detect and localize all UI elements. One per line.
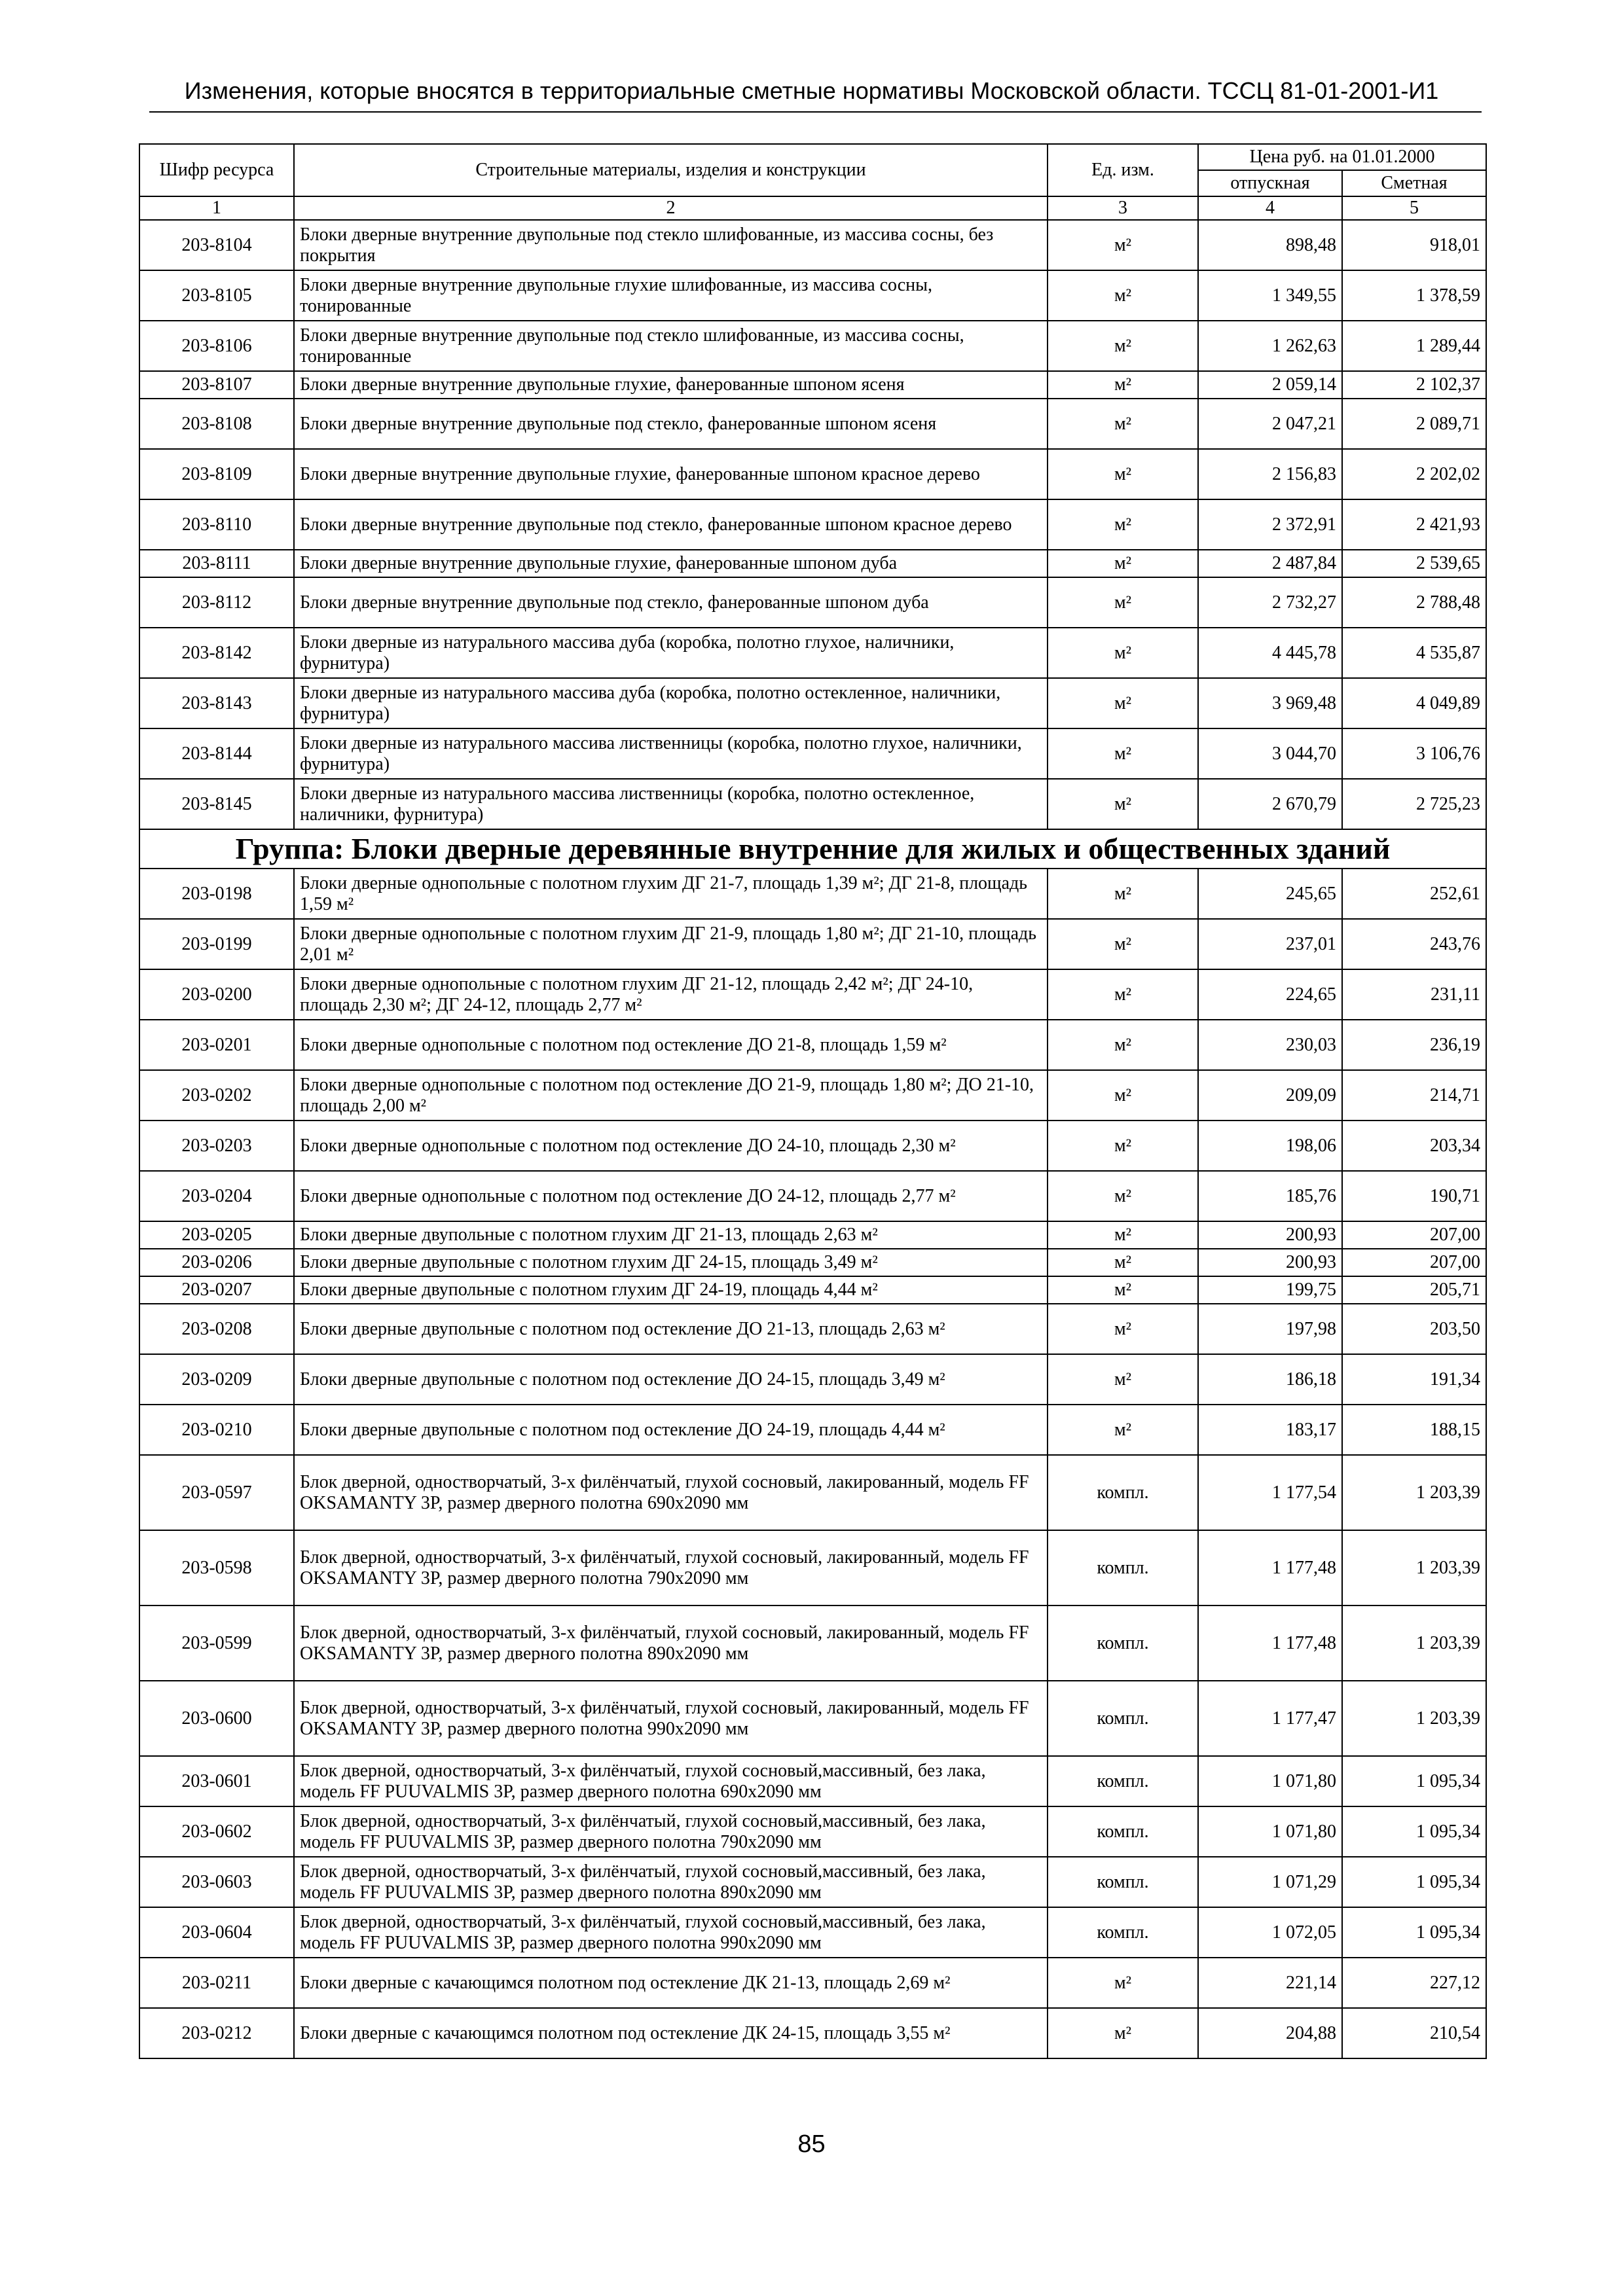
release-price: 197,98 <box>1198 1304 1342 1354</box>
table-row <box>139 2008 1486 2058</box>
material-name: Блок дверной, одностворчатый, 3-х филёнчатый, глухой сосновый, лакированный, модель FF OKSAMANTY 3P, размер дверного полотна 990х2090 мм <box>294 1681 1048 1756</box>
unit-of-measure: м² <box>1048 321 1198 371</box>
resource-code: 203-8111 <box>139 550 294 577</box>
resource-code: 203-8106 <box>139 321 294 371</box>
estimate-price: 252,61 <box>1342 869 1486 919</box>
release-price: 245,65 <box>1198 869 1342 919</box>
material-name: Блоки дверные внутренние двупольные глухие шлифованные, из массива сосны, тонированные <box>294 270 1048 321</box>
table-row <box>139 1249 1486 1276</box>
header-rule <box>149 111 1482 113</box>
material-name: Блоки дверные двупольные с полотном глухим ДГ 21-13, площадь 2,63 м² <box>294 1221 1048 1249</box>
unit-of-measure: компл. <box>1048 1806 1198 1857</box>
table-row <box>139 1070 1486 1121</box>
release-price: 209,09 <box>1198 1070 1342 1121</box>
estimate-price: 236,19 <box>1342 1020 1486 1070</box>
resource-code: 203-0598 <box>139 1530 294 1605</box>
resource-code: 203-0203 <box>139 1121 294 1171</box>
unit-of-measure: м² <box>1048 1171 1198 1221</box>
material-name: Блоки дверные внутренние двупольные глухие, фанерованные шпоном ясеня <box>294 371 1048 399</box>
estimate-price: 1 378,59 <box>1342 270 1486 321</box>
material-name: Блоки дверные однопольные с полотном под остекление ДО 24-10, площадь 2,30 м² <box>294 1121 1048 1171</box>
table-row <box>139 399 1486 449</box>
table-row <box>139 969 1486 1020</box>
material-name: Блок дверной, одностворчатый, 3-х филёнчатый, глухой сосновый, лакированный, модель FF OKSAMANTY 3P, размер дверного полотна 690х2090 мм <box>294 1455 1048 1530</box>
page-header-title: Изменения, которые вносятся в территориальные сметные нормативы Московской области. ТССЦ 81-01-2001-И1 <box>184 77 1439 104</box>
resource-code: 203-8108 <box>139 399 294 449</box>
release-price: 2 372,91 <box>1198 499 1342 550</box>
estimate-price: 3 106,76 <box>1342 728 1486 779</box>
table-row <box>139 1530 1486 1605</box>
table-row <box>139 678 1486 728</box>
table-row <box>139 449 1486 499</box>
group-title: Группа: Блоки дверные деревянные внутренние для жилых и общественных зданий <box>139 829 1486 869</box>
estimate-price: 1 203,39 <box>1342 1455 1486 1530</box>
table-row <box>139 270 1486 321</box>
table-row <box>139 869 1486 919</box>
table-row <box>139 628 1486 678</box>
resource-code: 203-0209 <box>139 1354 294 1405</box>
release-price: 199,75 <box>1198 1276 1342 1304</box>
material-name: Блоки дверные двупольные с полотном под остекление ДО 24-19, площадь 4,44 м² <box>294 1405 1048 1455</box>
table-row <box>139 1020 1486 1070</box>
table-row <box>139 1681 1486 1756</box>
estimate-price: 1 095,34 <box>1342 1857 1486 1907</box>
estimate-price: 191,34 <box>1342 1354 1486 1405</box>
table-row <box>139 779 1486 829</box>
resource-code: 203-0207 <box>139 1276 294 1304</box>
column-number: 3 <box>1048 196 1198 220</box>
estimate-price: 203,34 <box>1342 1121 1486 1171</box>
material-name: Блоки дверные внутренние двупольные под стекло, фанерованные шпоном дуба <box>294 577 1048 628</box>
estimate-price: 2 102,37 <box>1342 371 1486 399</box>
unit-of-measure: м² <box>1048 577 1198 628</box>
column-number: 1 <box>139 196 294 220</box>
column-number-row <box>139 196 1486 220</box>
release-price: 1 177,48 <box>1198 1605 1342 1681</box>
material-name: Блоки дверные с качающимся полотном под остекление ДК 24-15, площадь 3,55 м² <box>294 2008 1048 2058</box>
header-price-group: Цена руб. на 01.01.2000 <box>1198 144 1486 170</box>
unit-of-measure: м² <box>1048 499 1198 550</box>
table-header <box>139 144 1486 220</box>
unit-of-measure: м² <box>1048 1405 1198 1455</box>
material-name: Блоки дверные однопольные с полотном глухим ДГ 21-12, площадь 2,42 м²; ДГ 24-10, площадь 2,30 м²; ДГ 24-12, площадь 2,77 м² <box>294 969 1048 1020</box>
release-price: 237,01 <box>1198 919 1342 969</box>
release-price: 185,76 <box>1198 1171 1342 1221</box>
header-code: Шифр ресурса <box>139 144 294 196</box>
estimate-price: 210,54 <box>1342 2008 1486 2058</box>
material-name: Блоки дверные внутренние двупольные под стекло, фанерованные шпоном ясеня <box>294 399 1048 449</box>
material-name: Блоки дверные однопольные с полотном глухим ДГ 21-9, площадь 1,80 м²; ДГ 21-10, площадь 2,01 м² <box>294 919 1048 969</box>
material-name: Блоки дверные из натурального массива дуба (коробка, полотно глухое, наличники, фурнитура) <box>294 628 1048 678</box>
material-name: Блоки дверные внутренние двупольные глухие, фанерованные шпоном дуба <box>294 550 1048 577</box>
group-section <box>139 829 1486 869</box>
table-row <box>139 919 1486 969</box>
estimate-price: 2 725,23 <box>1342 779 1486 829</box>
release-price: 1 177,47 <box>1198 1681 1342 1756</box>
estimate-price: 207,00 <box>1342 1221 1486 1249</box>
release-price: 4 445,78 <box>1198 628 1342 678</box>
unit-of-measure: компл. <box>1048 1907 1198 1958</box>
resource-code: 203-0198 <box>139 869 294 919</box>
unit-of-measure: м² <box>1048 1354 1198 1405</box>
table-row <box>139 1276 1486 1304</box>
release-price: 1 262,63 <box>1198 321 1342 371</box>
material-name: Блоки дверные однопольные с полотном под остекление ДО 21-8, площадь 1,59 м² <box>294 1020 1048 1070</box>
release-price: 1 071,80 <box>1198 1806 1342 1857</box>
table-row <box>139 1354 1486 1405</box>
resource-code: 203-8105 <box>139 270 294 321</box>
unit-of-measure: компл. <box>1048 1756 1198 1806</box>
resource-code: 203-0602 <box>139 1806 294 1857</box>
estimate-price: 231,11 <box>1342 969 1486 1020</box>
unit-of-measure: компл. <box>1048 1681 1198 1756</box>
estimate-price: 4 535,87 <box>1342 628 1486 678</box>
estimate-price: 1 203,39 <box>1342 1681 1486 1756</box>
table-row <box>139 220 1486 270</box>
material-name: Блоки дверные из натурального массива лиственницы (коробка, полотно остекленное, наличники, фурнитура) <box>294 779 1048 829</box>
table-row <box>139 1455 1486 1530</box>
unit-of-measure: м² <box>1048 969 1198 1020</box>
material-name: Блоки дверные внутренние двупольные под стекло шлифованные, из массива сосны, без покрытия <box>294 220 1048 270</box>
resource-code: 203-0604 <box>139 1907 294 1958</box>
table-row <box>139 1907 1486 1958</box>
table-row <box>139 1756 1486 1806</box>
unit-of-measure: компл. <box>1048 1605 1198 1681</box>
estimate-price: 243,76 <box>1342 919 1486 969</box>
resource-code: 203-8142 <box>139 628 294 678</box>
release-price: 200,93 <box>1198 1221 1342 1249</box>
material-name: Блок дверной, одностворчатый, 3-х филёнчатый, глухой сосновый, лакированный, модель FF OKSAMANTY 3P, размер дверного полотна 790х2090 мм <box>294 1530 1048 1605</box>
release-price: 221,14 <box>1198 1958 1342 2008</box>
header-estimate-price: Сметная <box>1342 170 1486 196</box>
unit-of-measure: компл. <box>1048 1857 1198 1907</box>
unit-of-measure: компл. <box>1048 1530 1198 1605</box>
release-price: 2 670,79 <box>1198 779 1342 829</box>
estimate-price: 1 203,39 <box>1342 1530 1486 1605</box>
column-number: 5 <box>1342 196 1486 220</box>
estimate-price: 2 788,48 <box>1342 577 1486 628</box>
material-name: Блоки дверные из натурального массива дуба (коробка, полотно остекленное, наличники, фурнитура) <box>294 678 1048 728</box>
table-row <box>139 1304 1486 1354</box>
table-row <box>139 1121 1486 1171</box>
release-price: 230,03 <box>1198 1020 1342 1070</box>
estimate-price: 2 202,02 <box>1342 449 1486 499</box>
estimate-price: 207,00 <box>1342 1249 1486 1276</box>
material-name: Блоки дверные двупольные с полотном глухим ДГ 24-19, площадь 4,44 м² <box>294 1276 1048 1304</box>
unit-of-measure: м² <box>1048 1958 1198 2008</box>
material-name: Блоки дверные из натурального массива лиственницы (коробка, полотно глухое, наличники, фурнитура) <box>294 728 1048 779</box>
table-row <box>139 550 1486 577</box>
table-row <box>139 577 1486 628</box>
resource-code: 203-8104 <box>139 220 294 270</box>
unit-of-measure: м² <box>1048 869 1198 919</box>
resource-code: 203-8110 <box>139 499 294 550</box>
resource-code: 203-8112 <box>139 577 294 628</box>
resource-code: 203-0599 <box>139 1605 294 1681</box>
estimate-price: 2 421,93 <box>1342 499 1486 550</box>
estimate-price: 2 539,65 <box>1342 550 1486 577</box>
header-release-price: отпускная <box>1198 170 1342 196</box>
resource-code: 203-0205 <box>139 1221 294 1249</box>
unit-of-measure: м² <box>1048 2008 1198 2058</box>
estimate-price: 203,50 <box>1342 1304 1486 1354</box>
unit-of-measure: м² <box>1048 1020 1198 1070</box>
material-name: Блоки дверные однопольные с полотном под остекление ДО 24-12, площадь 2,77 м² <box>294 1171 1048 1221</box>
unit-of-measure: м² <box>1048 270 1198 321</box>
release-price: 2 156,83 <box>1198 449 1342 499</box>
release-price: 200,93 <box>1198 1249 1342 1276</box>
table-row <box>139 1958 1486 2008</box>
estimate-price: 1 095,34 <box>1342 1756 1486 1806</box>
material-name: Блоки дверные внутренние двупольные под стекло, фанерованные шпоном красное дерево <box>294 499 1048 550</box>
column-number: 4 <box>1198 196 1342 220</box>
release-price: 1 072,05 <box>1198 1907 1342 1958</box>
estimate-price: 1 289,44 <box>1342 321 1486 371</box>
unit-of-measure: м² <box>1048 371 1198 399</box>
resource-code: 203-0199 <box>139 919 294 969</box>
estimate-price: 190,71 <box>1342 1171 1486 1221</box>
estimate-price: 4 049,89 <box>1342 678 1486 728</box>
resource-code: 203-0212 <box>139 2008 294 2058</box>
resource-code: 203-8107 <box>139 371 294 399</box>
release-price: 2 059,14 <box>1198 371 1342 399</box>
release-price: 3 044,70 <box>1198 728 1342 779</box>
resource-code: 203-0211 <box>139 1958 294 2008</box>
table-row <box>139 728 1486 779</box>
material-name: Блок дверной, одностворчатый, 3-х филёнчатый, глухой сосновый,массивный, без лака, модель FF PUUVALMIS 3P, размер дверного полотна 890х2090 мм <box>294 1857 1048 1907</box>
unit-of-measure: м² <box>1048 449 1198 499</box>
unit-of-measure: м² <box>1048 628 1198 678</box>
table-row <box>139 321 1486 371</box>
release-price: 1 177,48 <box>1198 1530 1342 1605</box>
unit-of-measure: м² <box>1048 728 1198 779</box>
release-price: 1 349,55 <box>1198 270 1342 321</box>
table-row <box>139 1806 1486 1857</box>
material-name: Блоки дверные однопольные с полотном глухим ДГ 21-7, площадь 1,39 м²; ДГ 21-8, площадь 1,59 м² <box>294 869 1048 919</box>
unit-of-measure: м² <box>1048 550 1198 577</box>
resource-code: 203-0603 <box>139 1857 294 1907</box>
resource-code: 203-8143 <box>139 678 294 728</box>
resource-code: 203-0210 <box>139 1405 294 1455</box>
estimate-price: 188,15 <box>1342 1405 1486 1455</box>
column-number: 2 <box>294 196 1048 220</box>
resource-code: 203-0597 <box>139 1455 294 1530</box>
resource-code: 203-0601 <box>139 1756 294 1806</box>
release-price: 204,88 <box>1198 2008 1342 2058</box>
table-row <box>139 1221 1486 1249</box>
release-price: 186,18 <box>1198 1354 1342 1405</box>
unit-of-measure: м² <box>1048 678 1198 728</box>
table-row <box>139 1857 1486 1907</box>
release-price: 1 177,54 <box>1198 1455 1342 1530</box>
resource-code: 203-0600 <box>139 1681 294 1756</box>
release-price: 898,48 <box>1198 220 1342 270</box>
release-price: 1 071,80 <box>1198 1756 1342 1806</box>
material-name: Блоки дверные с качающимся полотном под остекление ДК 21-13, площадь 2,69 м² <box>294 1958 1048 2008</box>
resource-code: 203-8109 <box>139 449 294 499</box>
release-price: 3 969,48 <box>1198 678 1342 728</box>
release-price: 2 047,21 <box>1198 399 1342 449</box>
material-name: Блоки дверные внутренние двупольные глухие, фанерованные шпоном красное дерево <box>294 449 1048 499</box>
material-name: Блоки дверные однопольные с полотном под остекление ДО 21-9, площадь 1,80 м²; ДО 21-10, площадь 2,00 м² <box>294 1070 1048 1121</box>
unit-of-measure: компл. <box>1048 1455 1198 1530</box>
resource-code: 203-0204 <box>139 1171 294 1221</box>
estimate-price: 1 095,34 <box>1342 1907 1486 1958</box>
unit-of-measure: м² <box>1048 1221 1198 1249</box>
estimate-price: 205,71 <box>1342 1276 1486 1304</box>
material-name: Блоки дверные двупольные с полотном глухим ДГ 24-15, площадь 3,49 м² <box>294 1249 1048 1276</box>
unit-of-measure: м² <box>1048 779 1198 829</box>
estimate-price: 918,01 <box>1342 220 1486 270</box>
unit-of-measure: м² <box>1048 399 1198 449</box>
material-name: Блок дверной, одностворчатый, 3-х филёнчатый, глухой сосновый, лакированный, модель FF OKSAMANTY 3P, размер дверного полотна 890х2090 мм <box>294 1605 1048 1681</box>
resource-code: 203-0201 <box>139 1020 294 1070</box>
unit-of-measure: м² <box>1048 919 1198 969</box>
resource-code: 203-8144 <box>139 728 294 779</box>
resource-code: 203-0200 <box>139 969 294 1020</box>
resource-code: 203-0208 <box>139 1304 294 1354</box>
table-body-group <box>139 869 1486 2058</box>
estimate-price: 1 095,34 <box>1342 1806 1486 1857</box>
table-row <box>139 1171 1486 1221</box>
header-unit: Ед. изм. <box>1048 144 1198 196</box>
material-name: Блоки дверные внутренние двупольные под стекло шлифованные, из массива сосны, тонированные <box>294 321 1048 371</box>
material-name: Блоки дверные двупольные с полотном под остекление ДО 21-13, площадь 2,63 м² <box>294 1304 1048 1354</box>
estimate-price: 227,12 <box>1342 1958 1486 2008</box>
material-name: Блоки дверные двупольные с полотном под остекление ДО 24-15, площадь 3,49 м² <box>294 1354 1048 1405</box>
table-row <box>139 371 1486 399</box>
table-row <box>139 1605 1486 1681</box>
unit-of-measure: м² <box>1048 220 1198 270</box>
unit-of-measure: м² <box>1048 1249 1198 1276</box>
unit-of-measure: м² <box>1048 1070 1198 1121</box>
unit-of-measure: м² <box>1048 1121 1198 1171</box>
table-body-top <box>139 220 1486 829</box>
page-number: 85 <box>797 2130 826 2158</box>
material-name: Блок дверной, одностворчатый, 3-х филёнчатый, глухой сосновый,массивный, без лака, модель FF PUUVALMIS 3P, размер дверного полотна 690х2090 мм <box>294 1756 1048 1806</box>
estimate-price: 2 089,71 <box>1342 399 1486 449</box>
estimate-price: 1 203,39 <box>1342 1605 1486 1681</box>
release-price: 1 071,29 <box>1198 1857 1342 1907</box>
header-name: Строительные материалы, изделия и конструкции <box>294 144 1048 196</box>
release-price: 183,17 <box>1198 1405 1342 1455</box>
material-name: Блок дверной, одностворчатый, 3-х филёнчатый, глухой сосновый,массивный, без лака, модель FF PUUVALMIS 3P, размер дверного полотна 790х2090 мм <box>294 1806 1048 1857</box>
resource-code: 203-8145 <box>139 779 294 829</box>
material-name: Блок дверной, одностворчатый, 3-х филёнчатый, глухой сосновый,массивный, без лака, модель FF PUUVALMIS 3P, размер дверного полотна 990х2090 мм <box>294 1907 1048 1958</box>
release-price: 198,06 <box>1198 1121 1342 1171</box>
release-price: 224,65 <box>1198 969 1342 1020</box>
release-price: 2 487,84 <box>1198 550 1342 577</box>
release-price: 2 732,27 <box>1198 577 1342 628</box>
resource-code: 203-0202 <box>139 1070 294 1121</box>
resource-code: 203-0206 <box>139 1249 294 1276</box>
table-row <box>139 1405 1486 1455</box>
estimate-price: 214,71 <box>1342 1070 1486 1121</box>
price-table <box>139 143 1487 2059</box>
unit-of-measure: м² <box>1048 1276 1198 1304</box>
table-row <box>139 499 1486 550</box>
unit-of-measure: м² <box>1048 1304 1198 1354</box>
